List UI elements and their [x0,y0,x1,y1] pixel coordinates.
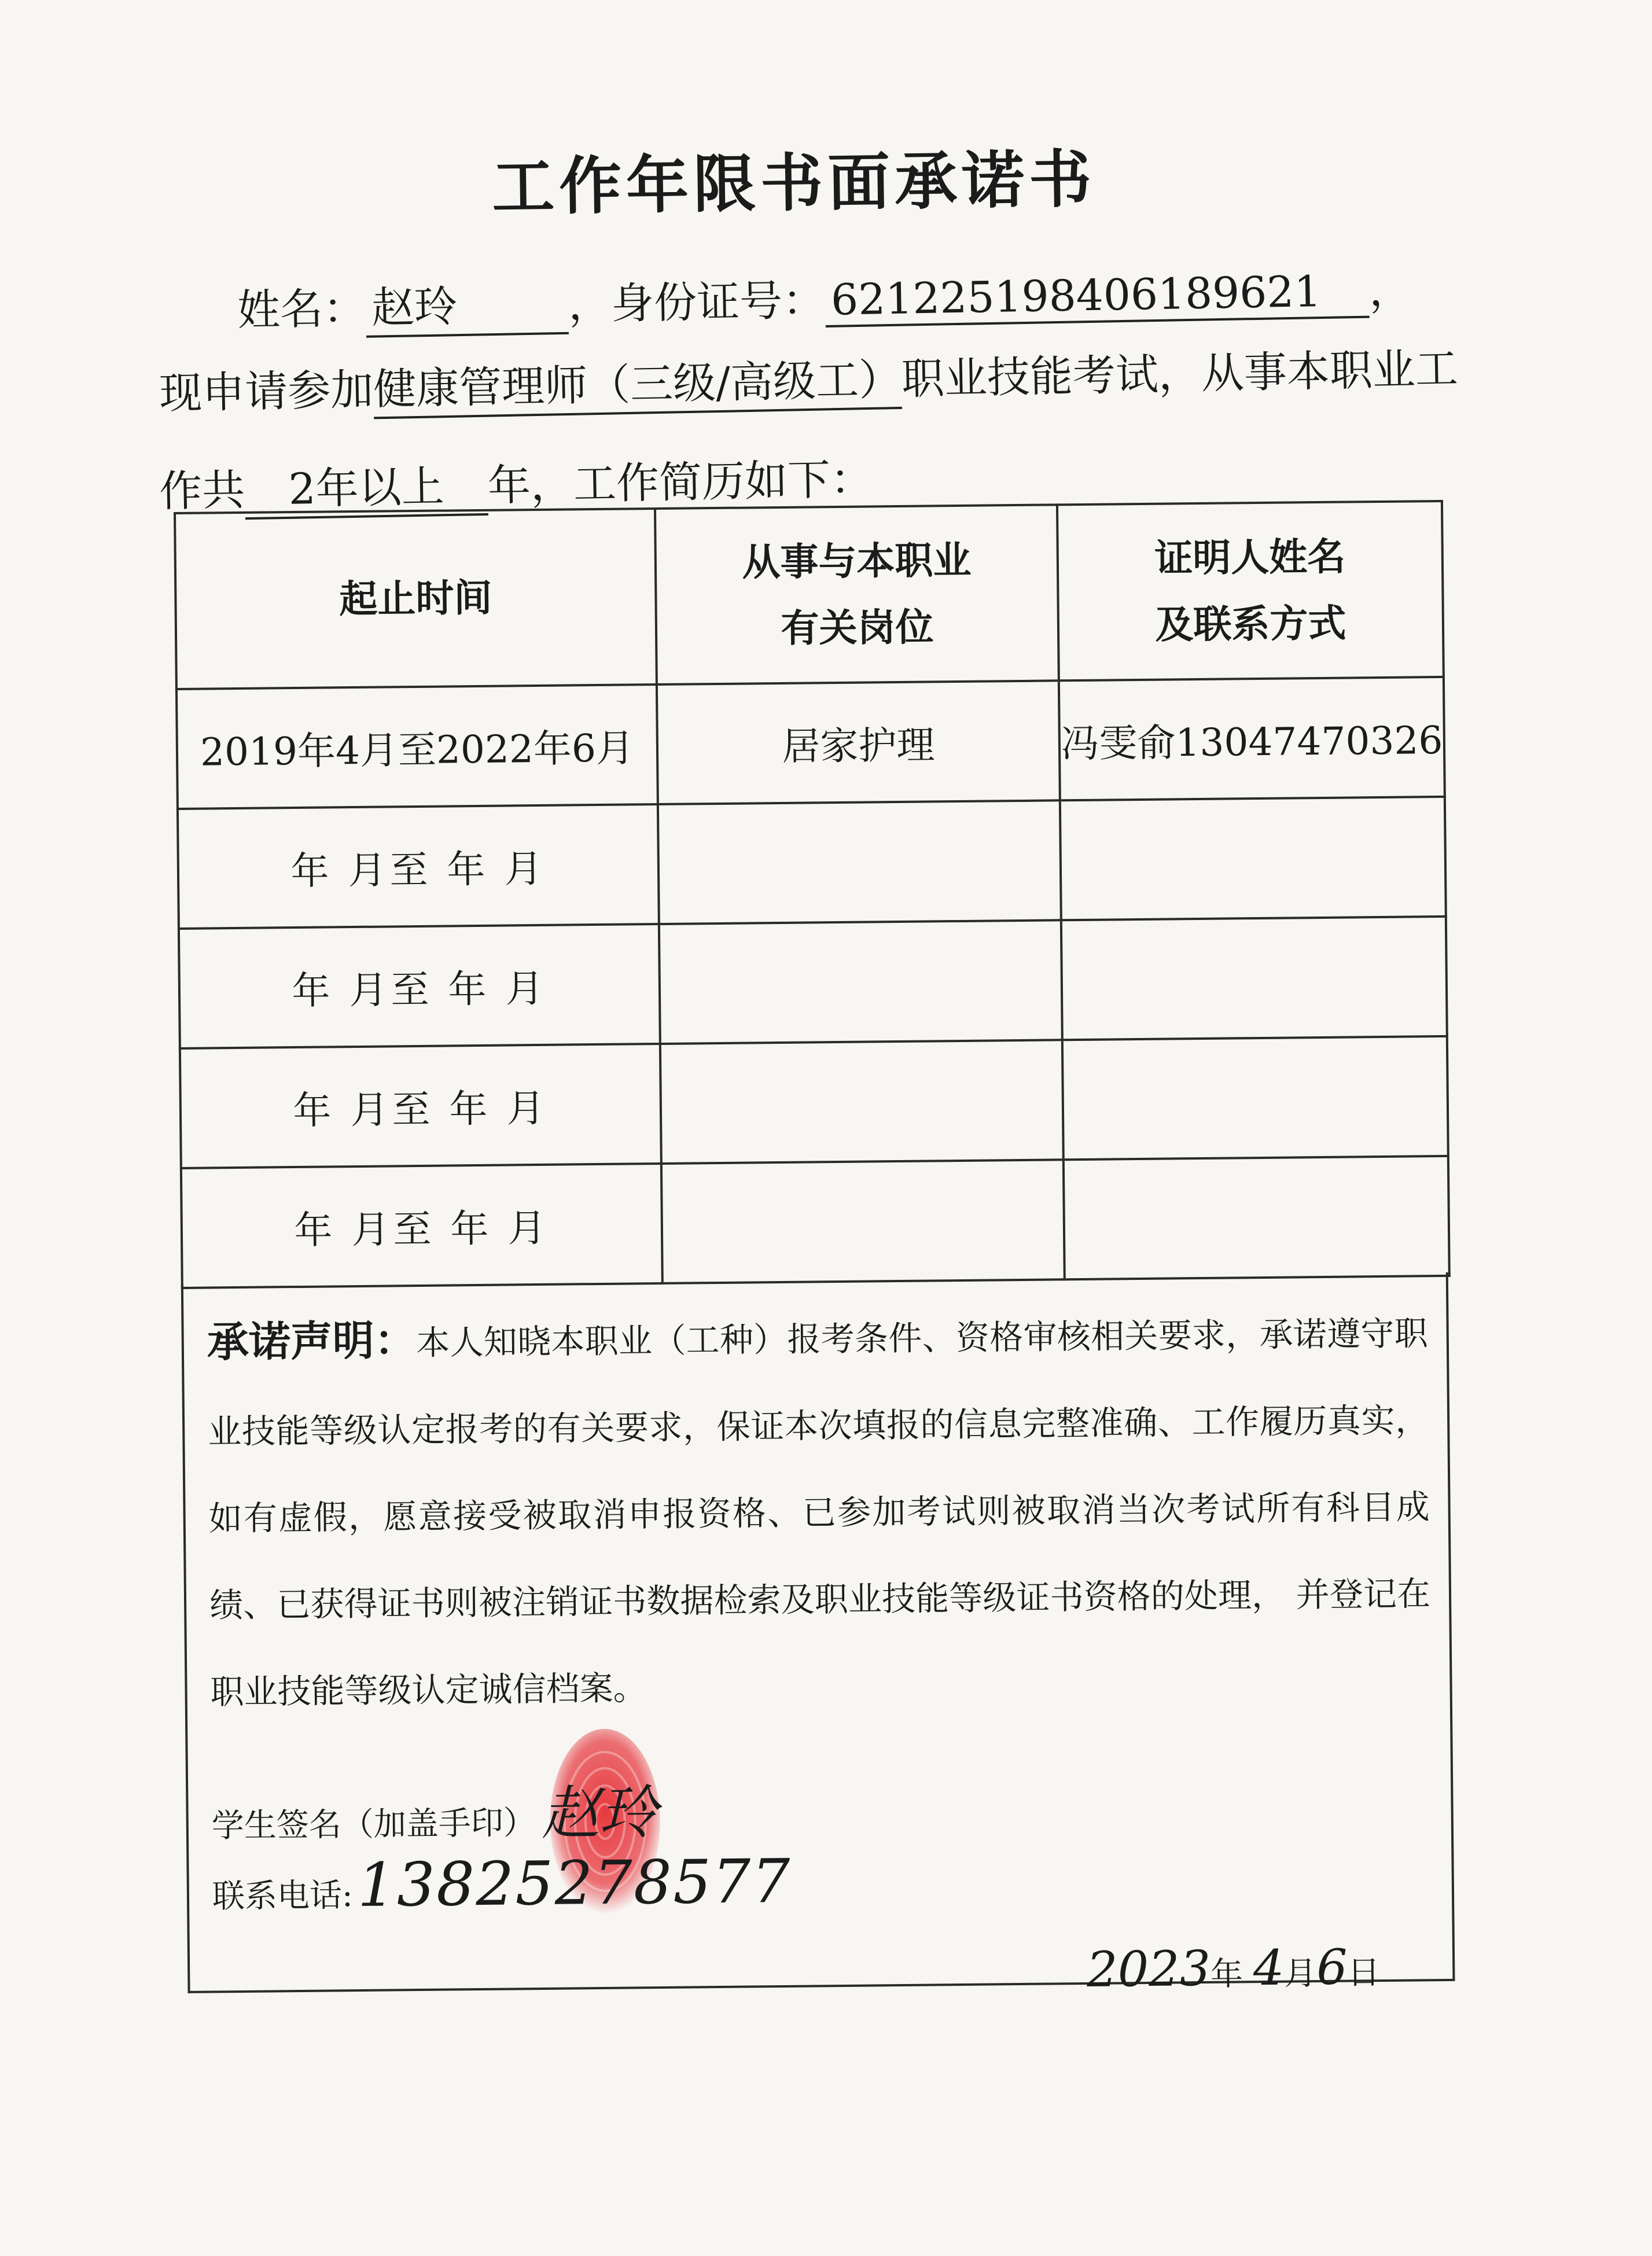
row-witness [1064,1156,1449,1279]
pledge-body: 本人知晓本职业（工种）报考条件、资格审核相关要求，承诺遵守职业技能等级认定报考的有关要求，保证本次填报的信息完整准确、工作履历真实，如有虚假，愿意接受被取消申报资格、已参加考试则被取消当次考试所有科目成绩、已获得证书则被注销证书数据检索及职业技能等级证书资格的处理， 并登记在职业技能等级认定诚信档案。 [207,1313,1431,1712]
phone-row [212,1846,792,1922]
name-id-line [237,256,1412,340]
row-period: 年 月至 年 月 [181,1164,663,1288]
years-value: 2年以上 [244,452,488,520]
row-position [660,1040,1064,1164]
separator-comma: ， [568,279,612,330]
id-label: 身份证号： [610,275,826,329]
row-period: 年 月至 年 月 [178,804,659,929]
table-row [176,677,1445,809]
date-year-unit: 年 [1210,1955,1243,1993]
date-year: 2023 [1086,1940,1211,1998]
separator-comma-2: ， [1368,265,1412,316]
table-row [181,1156,1449,1288]
table-row [178,797,1446,929]
row-position [659,920,1062,1044]
pledge-paragraph [207,1287,1432,1735]
phone-label: 联系电话: [212,1876,354,1916]
years-prefix: 作共 [159,465,245,517]
pledge-section [181,1272,1455,1998]
table-header-row [175,501,1444,689]
row-position [658,800,1061,924]
header-period: 起止时间 [175,509,657,689]
signature-row [211,1766,657,1853]
occupation-line [159,334,1459,423]
row-position [661,1160,1065,1283]
signing-date [1087,1938,1380,1998]
row-period: 年 月至 年 月 [180,1044,661,1168]
name-value: 赵玲 [365,271,569,338]
years-suffix: 年，工作简历如下： [487,454,874,511]
header-witness: 证明人姓名 及联系方式 [1057,501,1444,680]
date-month: 4 [1253,1939,1285,1997]
date-day: 6 [1316,1938,1348,1996]
row-period: 2019年4月至2022年6月 [176,684,658,809]
work-history-table [174,500,1451,1289]
signature-value: 赵玲 [541,1779,658,1848]
row-position: 居家护理 [657,680,1060,804]
header-position: 从事与本职业 有关岗位 [655,505,1059,684]
name-label: 姓名： [237,283,366,336]
row-witness [1060,797,1446,920]
row-witness [1061,917,1447,1040]
phone-value: 13825278577 [357,1845,792,1921]
row-witness [1062,1036,1448,1160]
date-day-unit: 日 [1347,1954,1381,1992]
table-row [179,917,1447,1048]
row-period: 年 月至 年 月 [179,924,660,1048]
apply-prefix: 现申请参加 [159,365,374,419]
document-title: 工作年限书面承诺书 [491,143,1097,225]
id-number-value: 621225198406189621 [825,266,1369,327]
table-row [180,1036,1448,1168]
form-frame [174,500,1455,1998]
signature-label: 学生签名（加盖手印） [211,1804,536,1845]
occupation-value: 健康管理师（三级/高级工） [373,345,902,419]
pledge-heading: 承诺声明： [207,1316,417,1367]
date-month-unit: 月 [1284,1955,1317,1993]
row-witness: 冯雯俞13047470326 [1059,677,1445,800]
apply-suffix: 职业技能考试，从事本职业工 [901,344,1459,404]
